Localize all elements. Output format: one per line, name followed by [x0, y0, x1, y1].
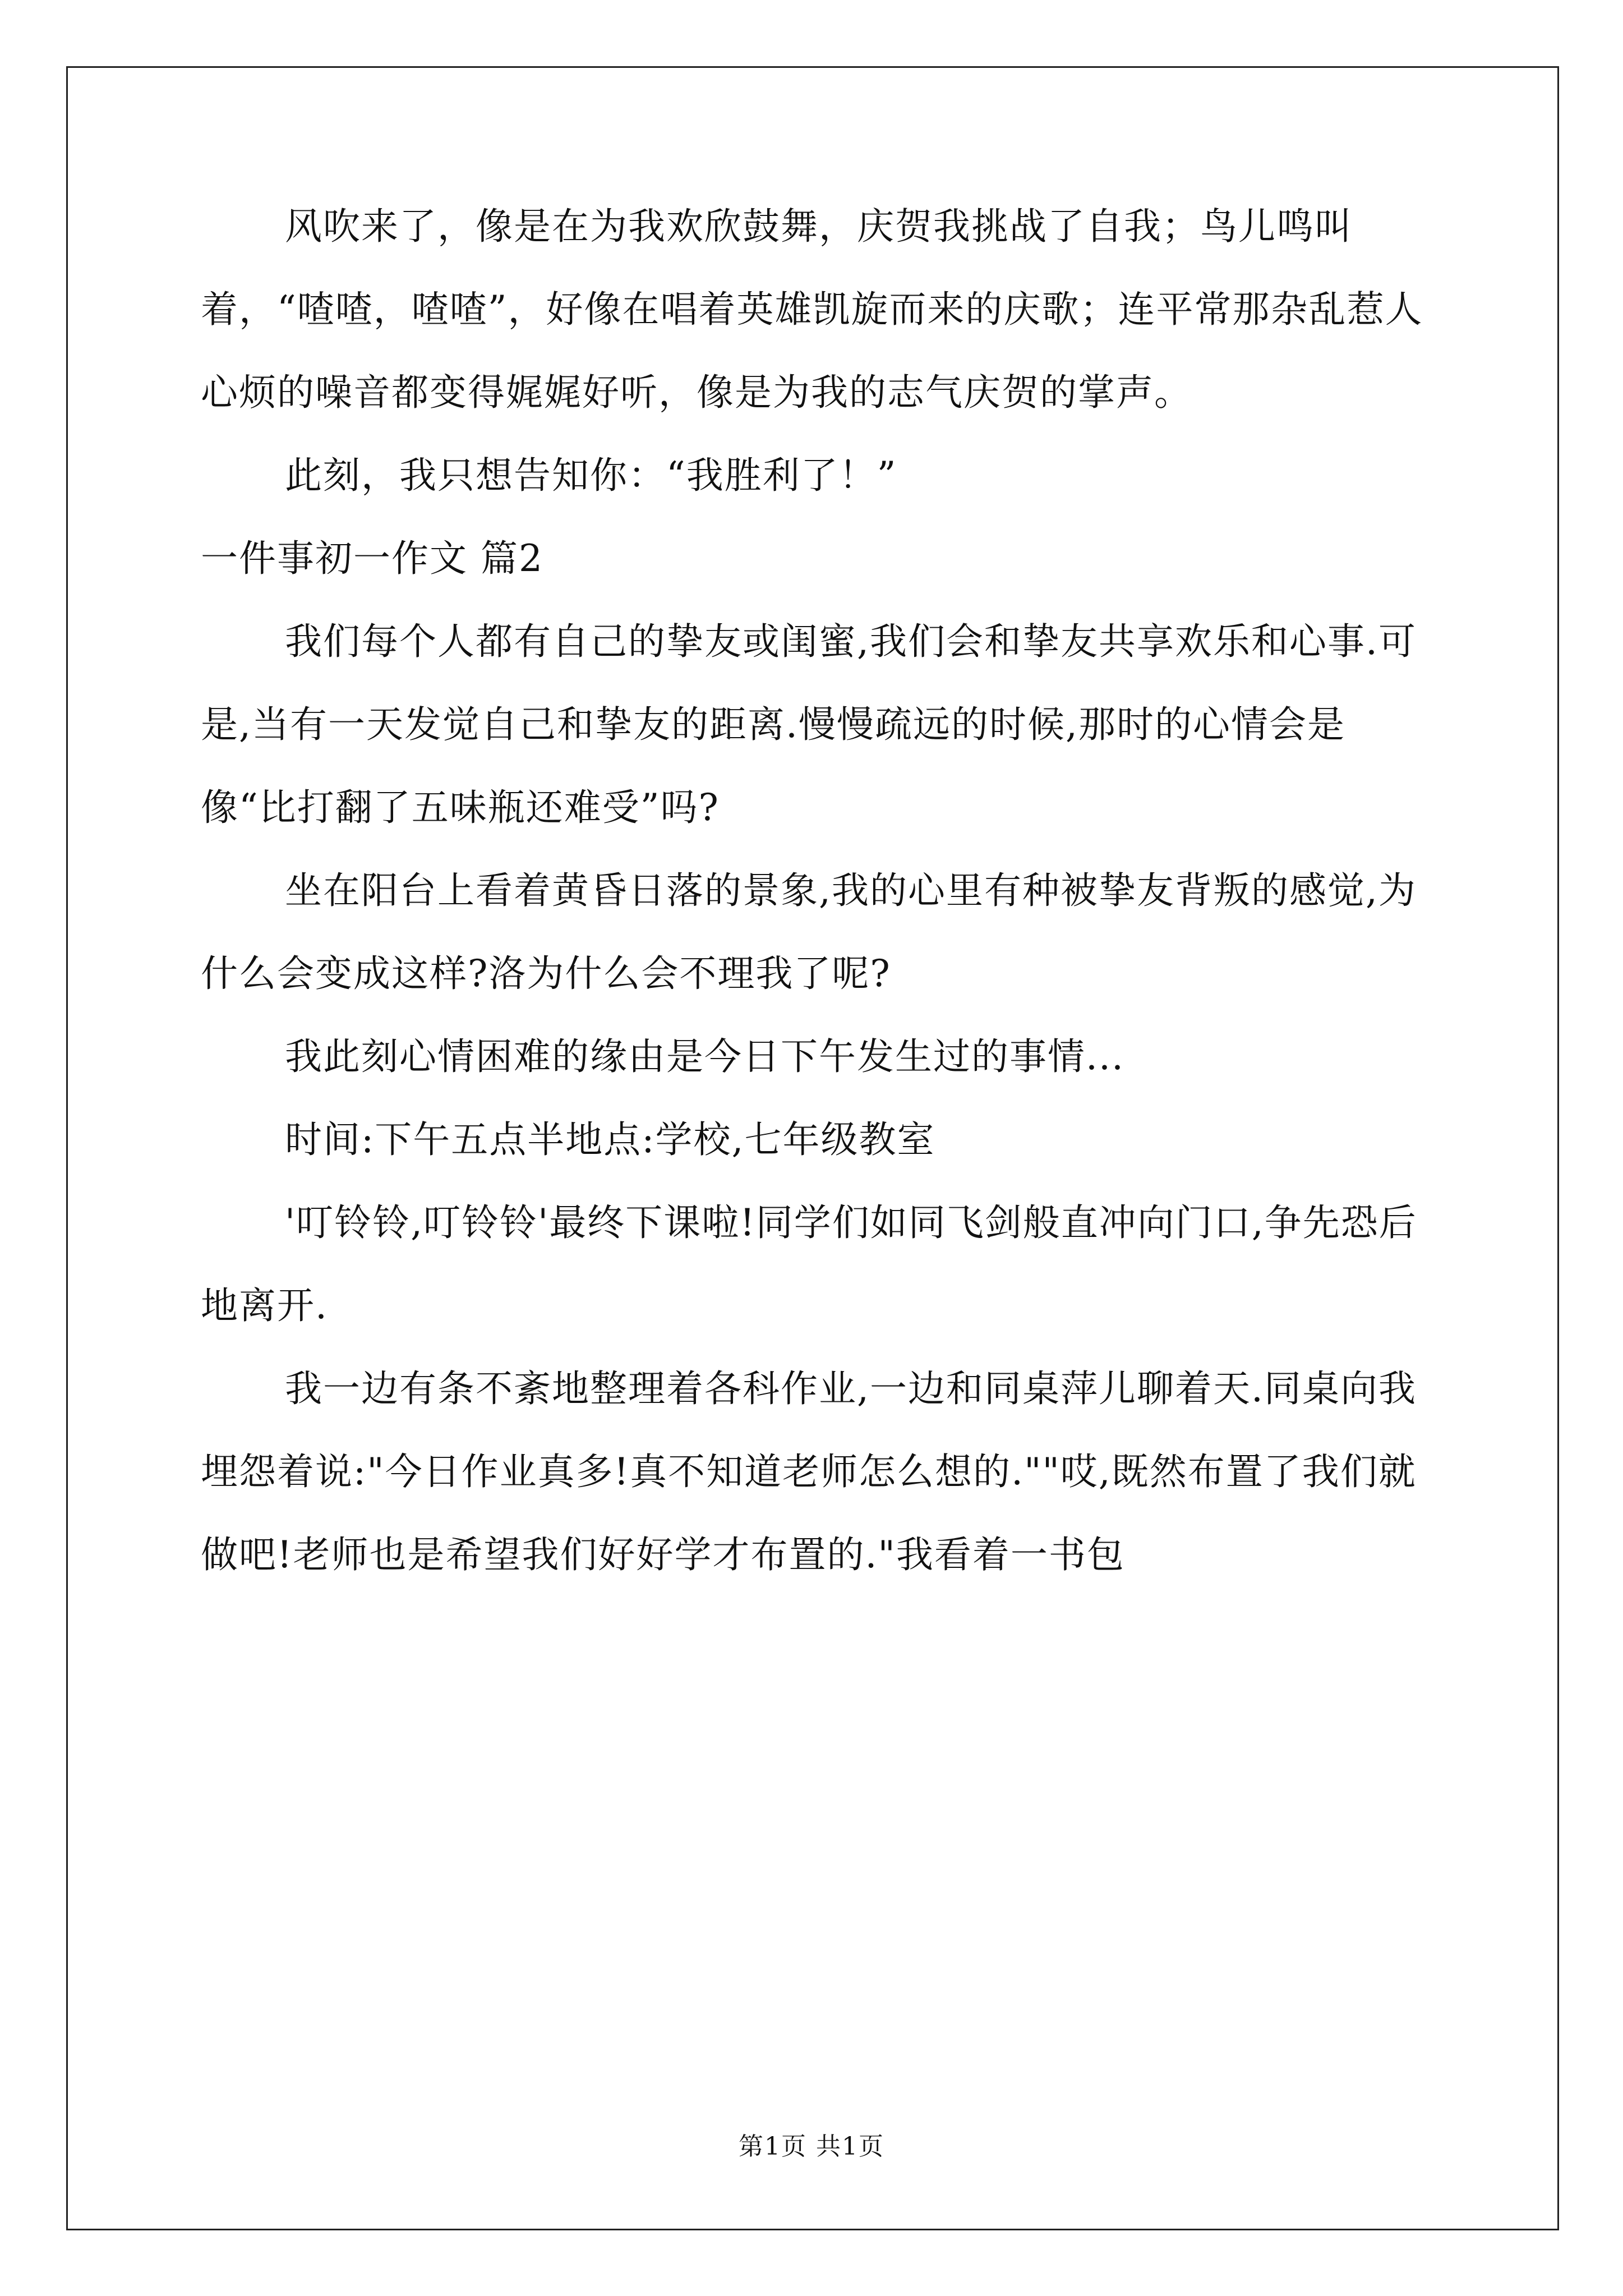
- paragraph: 此刻，我只想告知你：“我胜利了！”: [285, 454, 897, 497]
- section-heading: 一件事初一作文 篇2: [201, 537, 543, 580]
- paragraph: 坐在阳台上看着黄昏日落的景象,我的心里有种被挚友背叛的感觉,为什么会变成这样?洛为什么会不理我了呢?: [201, 869, 1417, 995]
- paragraph: '叮铃铃,叮铃铃'最终下课啦!同学们如同飞剑般直冲向门口,争先恐后地离开.: [201, 1201, 1417, 1327]
- page-footer: 第1页 共1页: [739, 2132, 884, 2161]
- document-body: [201, 185, 1429, 1596]
- paragraph: 我们每个人都有自己的挚友或闺蜜,我们会和挚友共享欢乐和心事.可是,当有一天发觉自己和挚友的距离.慢慢疏远的时候,那时的心情会是像“比打翻了五味瓶还难受”吗?: [201, 620, 1417, 829]
- paragraph: 时间:下午五点半地点:学校,七年级教室: [285, 1118, 935, 1161]
- paragraph: 我此刻心情困难的缘由是今日下午发生过的事情...: [285, 1035, 1124, 1078]
- paragraph: 风吹来了，像是在为我欢欣鼓舞，庆贺我挑战了自我；鸟儿鸣叫着，“喳喳，喳喳”，好像在唱着英雄凯旋而来的庆歌；连平常那杂乱惹人心烦的噪音都变得娓娓好听，像是为我的志气庆贺的掌声。: [201, 205, 1423, 414]
- paragraph: 我一边有条不紊地整理着各科作业,一边和同桌萍儿聊着天.同桌向我埋怨着说:"今日作业真多!真不知道老师怎么想的.""哎,既然布置了我们就做吧!老师也是希望我们好好学才布置的."我看着一书包: [201, 1367, 1417, 1576]
